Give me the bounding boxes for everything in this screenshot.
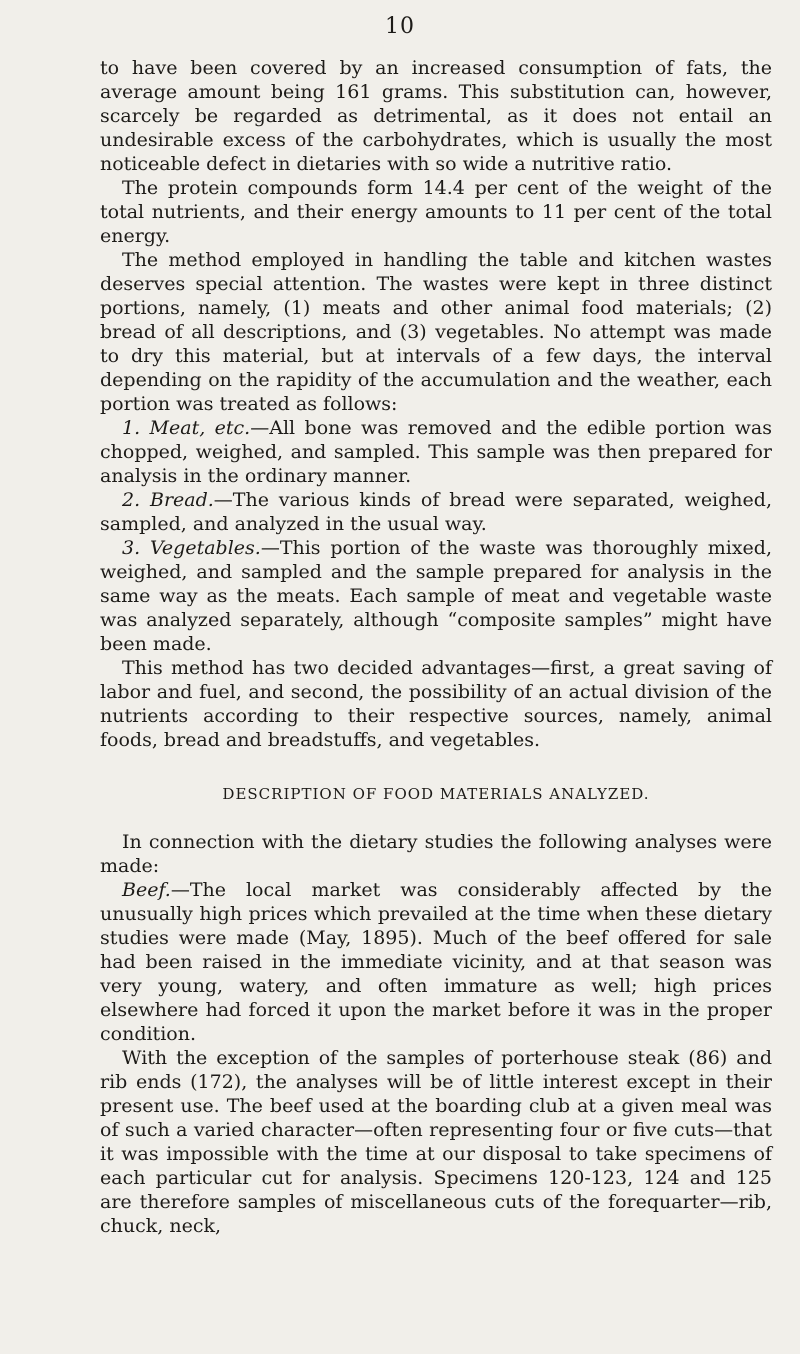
paragraph: to have been covered by an increased consumption of fats, the average amount being 161 grams. This substitution can, however, scarcely be regarded as detrimental, as it does not entail an undesirable excess of the carbohydrates, which is usually the most noticeable defect in dietaries with so wide a nutritive ratio.: [100, 57, 772, 175]
paragraph: 2. Bread.—The various kinds of bread were separated, weighed, sampled, and analyzed in the usual way.: [100, 489, 772, 535]
paragraph: With the exception of the samples of porterhouse steak (86) and rib ends (172), the analyses will be of little interest except in their present use. The beef used at the boarding club at a given meal was of such a varied character—often representing four or five cuts—that it was impossible with the time at our disposal to take specimens of each particular cut for analysis. Specimens 120-123, 124 and 125 are therefore samples of miscellaneous cuts of the forequarter—rib, chuck, neck,: [100, 1047, 772, 1237]
paragraph: 3. Vegetables.—This portion of the waste was thoroughly mixed, weighed, and sampled and the sample prepared for analysis in the same way as the meats. Each sample of meat and vegetable waste was analyzed separately, although “composite samples” might have been made.: [100, 537, 772, 655]
paragraph-lead: 2. Bread.: [122, 489, 214, 511]
paragraph-lead: Beef.: [122, 879, 171, 901]
paragraph: 1. Meat, etc.—All bone was removed and the edible portion was chopped, weighed, and sampled. This sample was then prepared for analysis in the ordinary manner.: [100, 417, 773, 487]
paragraph: This method has two decided advantages—first, a great saving of labor and fuel, and second, the possibility of an actual division of the nutrients according to their respective sources, namely, animal foods, bread and breadstuffs, and vegetables.: [100, 657, 772, 751]
body-text: [100, 56, 772, 1238]
paragraph-lead: 1. Meat, etc.: [122, 417, 251, 439]
paragraph-lead: 3. Vegetables.: [122, 537, 261, 559]
paragraph: Beef.—The local market was considerably affected by the unusually high prices which prevailed at the time when these dietary studies were made (May, 1895). Much of the beef offered for sale had been raised in the immediate vicinity, and at that season was very young, watery, and often immature as well; high prices elsewhere had forced it upon the market before it was in the proper condition.: [100, 879, 772, 1045]
paragraph: The protein compounds form 14.4 per cent of the weight of the total nutrients, and their energy amounts to 11 per cent of the total energy.: [100, 177, 772, 247]
paragraph: The method employed in handling the table and kitchen wastes deserves special attention. The wastes were kept in three distinct portions, namely, (1) meats and other animal food materials; (2) bread of all descriptions, and (3) vegetables. No attempt was made to dry this material, but at intervals of a few days, the interval depending on the rapidity of the accumulation and the weather, each portion was treated as follows:: [100, 249, 772, 415]
section-heading: DESCRIPTION OF FOOD MATERIALS ANALYZED.: [222, 785, 650, 803]
page-number: 10: [385, 14, 415, 39]
paragraph: In connection with the dietary studies the following analyses were made:: [100, 831, 772, 877]
